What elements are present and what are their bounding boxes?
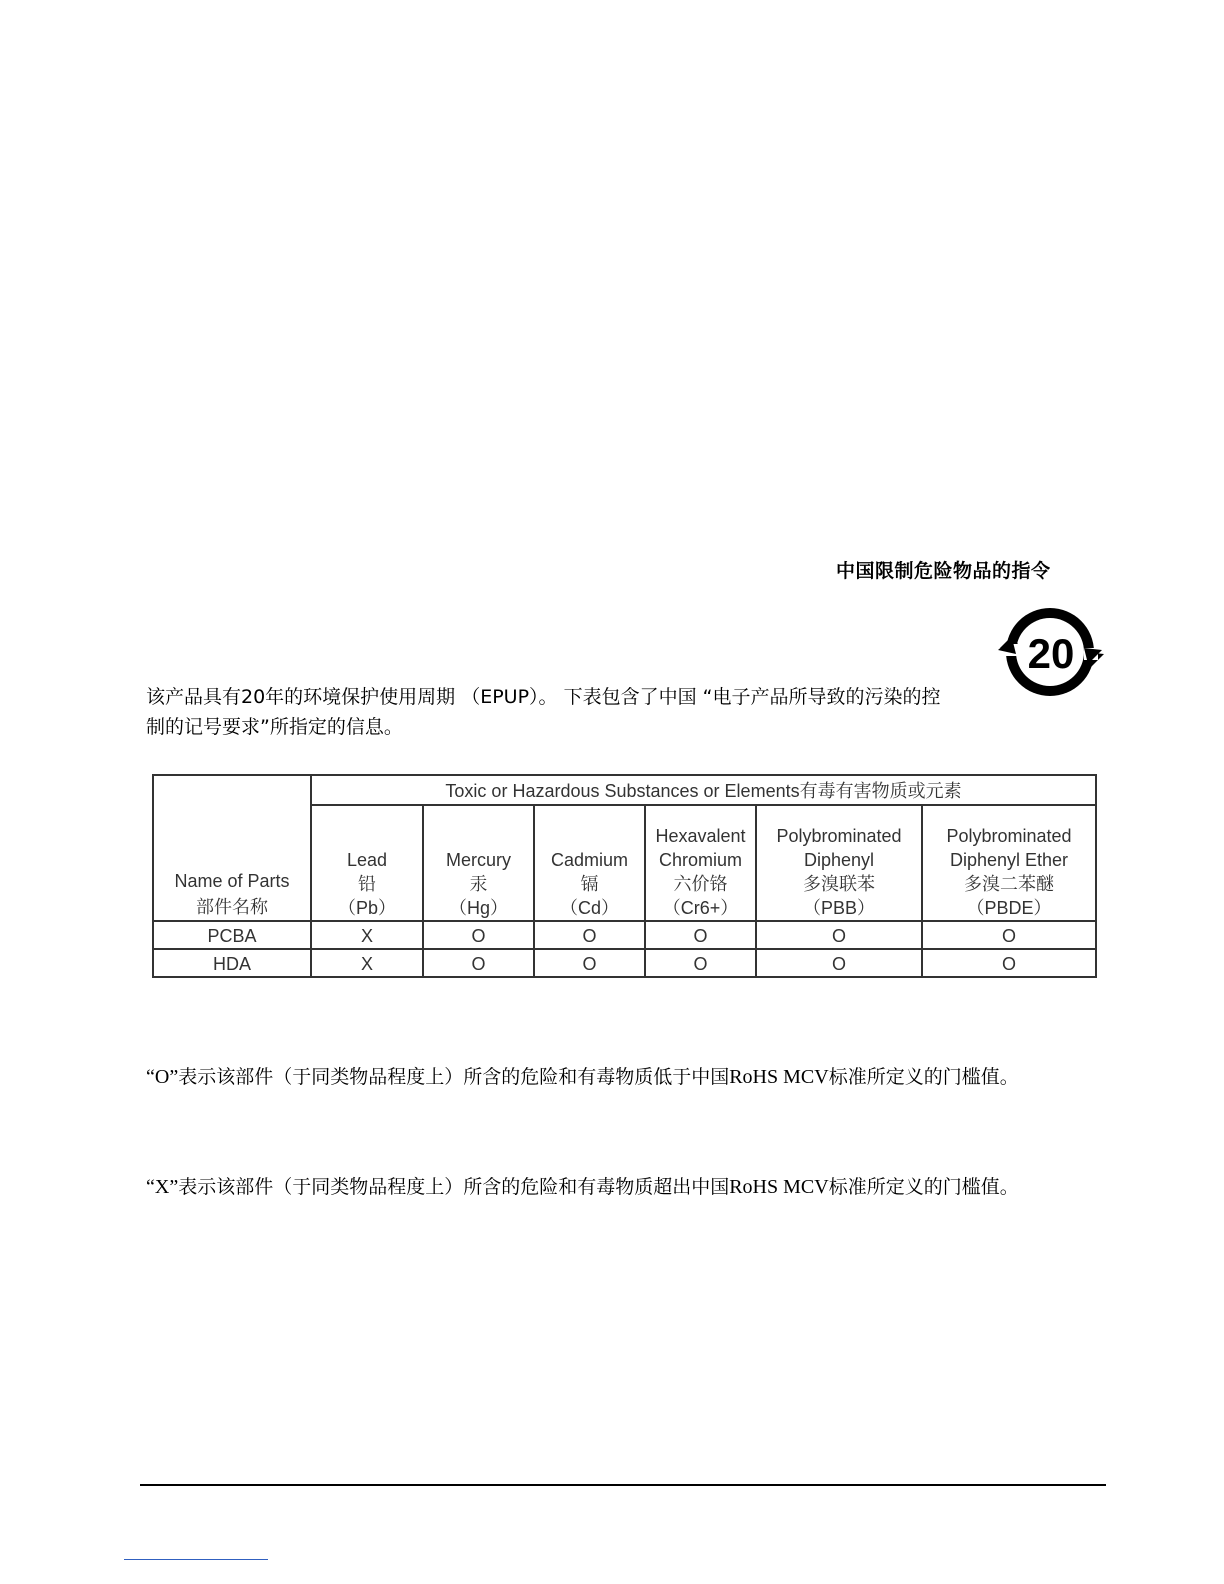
- intro-paragraph: [146, 682, 996, 742]
- note-o-text-end: 标准所定义的门槛值。: [828, 1066, 1019, 1088]
- note-x-text: 表示该部件（于同类物品程度上）所含的危险和有毒物质超出中国: [178, 1176, 730, 1198]
- note-x-definition: [146, 1172, 1019, 1199]
- footer-divider: [140, 1484, 1106, 1486]
- table-cell: O: [922, 949, 1096, 977]
- intro-line-2: 制的记号要求”所指定的信息。: [146, 716, 403, 738]
- name-of-parts-zh: 部件名称: [196, 897, 268, 917]
- part-name: HDA: [153, 949, 311, 977]
- note-x-mark: “X”: [146, 1176, 179, 1198]
- table-cell: O: [534, 921, 645, 949]
- column-header-hexavalent-chromium: Hexavalent Chromium 六价铬 （Cr6+）: [645, 805, 756, 921]
- part-name: PCBA: [153, 921, 311, 949]
- table-cell: X: [311, 949, 423, 977]
- table-cell: O: [645, 921, 756, 949]
- table-row: [153, 921, 1096, 949]
- footer-link-underline: [124, 1559, 268, 1560]
- table-cell: X: [311, 921, 423, 949]
- table-cell: O: [922, 921, 1096, 949]
- note-o-text: 表示该部件（于同类物品程度上）所含的危险和有毒物质低于中国: [178, 1066, 730, 1088]
- hazardous-substances-table: [152, 774, 1097, 978]
- note-o-standard: RoHS MCV: [729, 1066, 829, 1088]
- note-o-definition: [146, 1062, 1019, 1089]
- note-o-mark: “O”: [146, 1066, 179, 1088]
- column-header-lead: Lead 铅 （Pb）: [311, 805, 423, 921]
- table-cell: O: [645, 949, 756, 977]
- column-header-mercury: Mercury 汞 （Hg）: [423, 805, 534, 921]
- column-header-pbb: Polybrominated Diphenyl 多溴联苯 （PBB）: [756, 805, 922, 921]
- table-row: [153, 949, 1096, 977]
- name-of-parts-en: Name of Parts: [174, 871, 290, 891]
- table-cell: O: [423, 921, 534, 949]
- table-cell: O: [756, 921, 922, 949]
- table-cell: O: [756, 949, 922, 977]
- column-header-cadmium: Cadmium 镉 （Cd）: [534, 805, 645, 921]
- table-cell: O: [534, 949, 645, 977]
- logo-number: 20: [1027, 630, 1075, 677]
- epup-20-year-logo-icon: [998, 604, 1106, 700]
- page-title: 中国限制危险物品的指令: [836, 560, 1051, 582]
- intro-line-1: 该产品具有20年的环境保护使用周期 （EPUP）。 下表包含了中国 “电子产品所导致的污染的控: [146, 686, 941, 708]
- name-of-parts-header: [153, 775, 311, 921]
- table-cell: O: [423, 949, 534, 977]
- substances-group-header: Toxic or Hazardous Substances or Elements有毒有害物质或元素: [311, 775, 1096, 805]
- note-x-text-end: 标准所定义的门槛值。: [828, 1176, 1019, 1198]
- column-header-pbde: Polybrominated Diphenyl Ether 多溴二苯醚 （PBDE）: [922, 805, 1096, 921]
- note-x-standard: RoHS MCV: [729, 1176, 829, 1198]
